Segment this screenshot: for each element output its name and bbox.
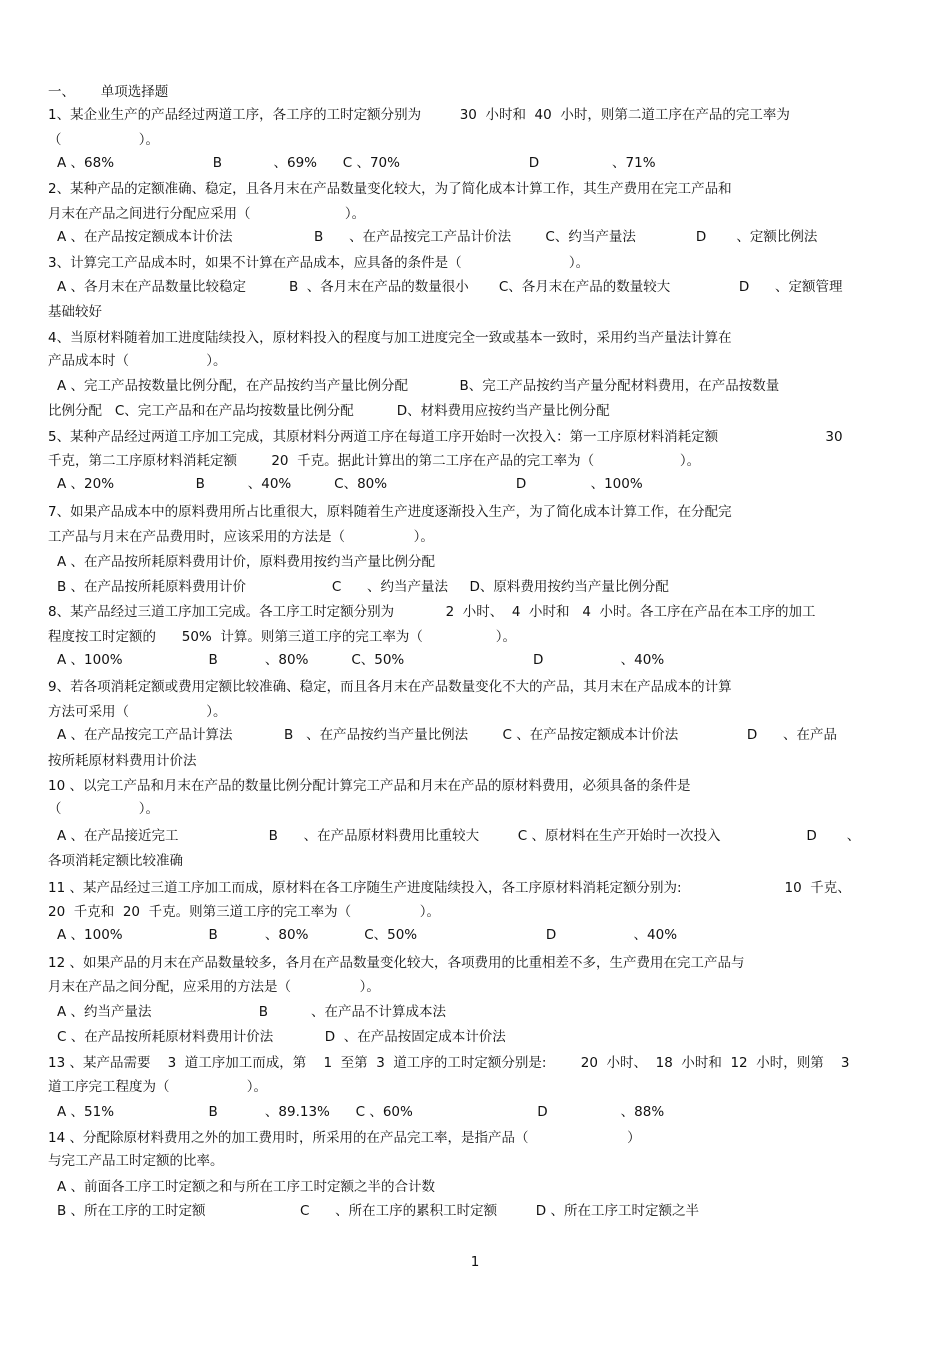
question-text-line: 4、当原材料随着加工进度陆续投入，原材料投入的程度与加工进度完全一致或基本一致时，采用约当产量法计算在 (48, 330, 732, 346)
question-text-line: 7、如果产品成本中的原料费用所占比重很大，原料随着生产进度逐渐投入生产，为了简化成本计算工作，在分配完 (48, 504, 732, 520)
answer-options-line: A 、约当产量法 B 、在产品不计算成本法 (57, 1004, 446, 1020)
question-text-line: 方法可采用（ ）。 (48, 704, 227, 720)
answer-options-line: B 、所在工序的工时定额 C 、所在工序的累积工时定额 D 、所在工序工时定额之半 (57, 1203, 699, 1219)
answer-options-line: A 、100% B 、80% C、50% D 、40% (57, 652, 665, 668)
question-text-line: 产品成本时（ ）。 (48, 353, 227, 369)
question-text-line: 月末在产品之间进行分配应采用（ ）。 (48, 206, 366, 222)
question-text-line: （ ）。 (48, 132, 159, 148)
answer-options-line: A 、在产品接近完工 B 、在产品原材料费用比重较大 C 、原材料在生产开始时一次投入 D 、 (57, 828, 861, 844)
question-text-line: 工产品与月末在产品费用时，应该采用的方法是（ ）。 (48, 529, 434, 545)
question-text-line: 道工序完工程度为（ ）。 (48, 1079, 267, 1095)
answer-options-line: A 、100% B 、80% C、50% D 、40% (57, 927, 678, 943)
answer-options-line: A 、在产品按所耗原料费用计价，原料费用按约当产量比例分配 (57, 554, 436, 570)
answer-options-line: C 、在产品按所耗原材料费用计价法 D 、在产品按固定成本计价法 (57, 1029, 506, 1045)
question-text-line: 1、某企业生产的产品经过两道工序，各工序的工时定额分别为 30 小时和 40 小时，则第二道工序在产品的完工率为 (48, 107, 790, 123)
question-text-line: 各项消耗定额比较准确 (48, 853, 183, 869)
answer-options-line: B 、在产品按所耗原料费用计价 C 、约当产量法 D、原料费用按约当产量比例分配 (57, 579, 669, 595)
question-text-line: 11 、某产品经过三道工序加工而成，原材料在各工序随生产进度陆续投入，各工序原材料消耗定额分别为: 10 千克、 (48, 880, 851, 896)
question-text-line: 与完工产品工时定额的比率。 (48, 1153, 224, 1169)
question-text-line: 2、某种产品的定额准确、稳定，且各月末在产品数量变化较大，为了简化成本计算工作，其生产费用在完工产品和 (48, 181, 732, 197)
answer-options-line: A 、68% B 、69% C 、70% D 、71% (57, 155, 656, 171)
answer-options-line: A 、在产品按完工产品计算法 B 、在产品按约当产量比例法 C 、在产品按定额成本计价法 D 、在产品 (57, 727, 838, 743)
answer-options-line: A 、完工产品按数量比例分配，在产品按约当产量比例分配 B、完工产品按约当产量分配材料费用，在产品按数量 (57, 378, 780, 394)
question-text-line: 比例分配 C、完工产品和在产品均按数量比例分配 D、材料费用应按约当产量比例分配 (48, 403, 610, 419)
question-text-line: 8、某产品经过三道工序加工完成。各工序工时定额分别为 2 小时、 4 小时和 4 小时。各工序在产品在本工序的加工 (48, 604, 816, 620)
question-text-line: 10 、以完工产品和月末在产品的数量比例分配计算完工产品和月末在产品的原材料费用，必须具备的条件是 (48, 778, 691, 794)
answer-options-line: A 、在产品按定额成本计价法 B 、在产品按完工产品计价法 C、约当产量法 D 、定额比例法 (57, 229, 818, 245)
answer-options-line: A 、51% B 、89.13% C 、60% D 、88% (57, 1104, 665, 1120)
question-text-line: 20 千克和 20 千克。则第三道工序的完工率为（ ）。 (48, 904, 441, 920)
question-text-line: 9、若各项消耗定额或费用定额比较准确、稳定，而且各月末在产品数量变化不大的产品，其月末在产品成本的计算 (48, 679, 732, 695)
question-text-line: 按所耗原材料费用计价法 (48, 753, 197, 769)
section-title: 一、 单项选择题 (48, 84, 169, 100)
question-text-line: （ ）。 (48, 801, 159, 817)
question-text-line: 月末在产品之间分配，应采用的方法是（ ）。 (48, 979, 380, 995)
question-text-line: 程度按工时定额的 50% 计算。则第三道工序的完工率为（ ）。 (48, 629, 517, 645)
question-text-line: 12 、如果产品的月末在产品数量较多，各月在产品数量变化较大，各项费用的比重相差不多，生产费用在完工产品与 (48, 955, 745, 971)
question-text-line: 基础较好 (48, 304, 102, 320)
question-text-line: 14 、分配除原材料费用之外的加工费用时，所采用的在产品完工率，是指产品（ ） (48, 1130, 641, 1146)
question-text-line: 13 、某产品需要 3 道工序加工而成，第 1 至第 3 道工序的工时定额分别是: 20 小时、 18 小时和 12 小时，则第 3 (48, 1055, 850, 1071)
answer-options-line: A 、前面各工序工时定额之和与所在工序工时定额之半的合计数 (57, 1179, 436, 1195)
question-text-line: 5、某种产品经过两道工序加工完成，其原材料分两道工序在每道工序开始时一次投入：第一工序原材料消耗定额 30 (48, 429, 843, 445)
answer-options-line: A 、20% B 、40% C、80% D 、100% (57, 476, 643, 492)
question-text-line: 3、计算完工产品成本时，如果不计算在产品成本，应具备的条件是（ ）。 (48, 255, 590, 271)
question-text-line: 千克，第二工序原材料消耗定额 20 千克。据此计算出的第二工序在产品的完工率为（ ）。 (48, 453, 701, 469)
answer-options-line: A 、各月末在产品数量比较稳定 B 、各月末在产品的数量很小 C、各月末在产品的数量较大 D 、定额管理 (57, 279, 843, 295)
page-number: 1 (470, 1254, 480, 1270)
